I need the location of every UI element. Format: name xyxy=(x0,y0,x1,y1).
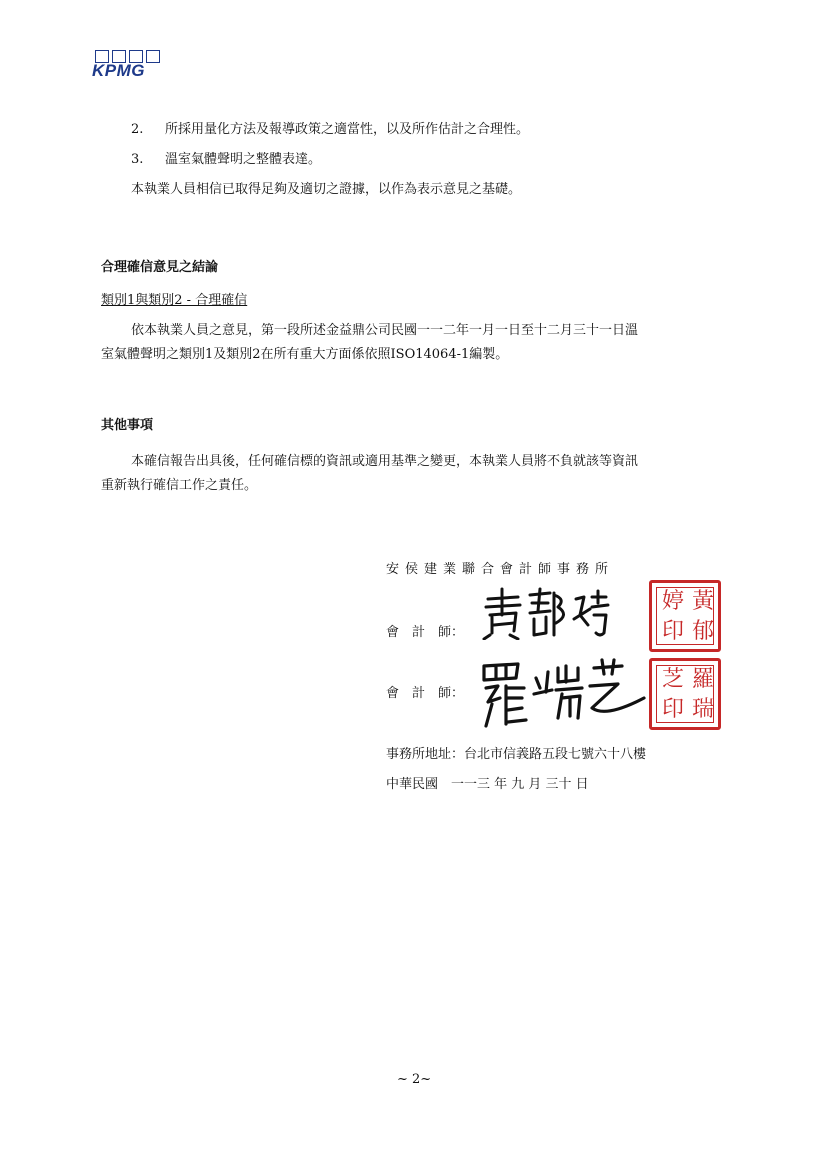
firm-address: 事務所地址：台北市信義路五段七號六十八樓 xyxy=(386,747,647,762)
conclusion-heading: 合理確信意見之結論 xyxy=(101,260,219,275)
conclusion-paragraph-line-1: 依本執業人員之意見，第一段所述金益鼎公司民國一一二年一月一日至十二月三十一日溫 xyxy=(131,323,639,338)
list-item-2-text: 所採用量化方法及報導政策之適當性，以及所作估計之合理性。 xyxy=(165,122,530,137)
seal-1-char-3: 婷 xyxy=(661,589,684,614)
other-matters-paragraph-line-1: 本確信報告出具後，任何確信標的資訊或適用基準之變更，本執業人員將不負就該等資訊 xyxy=(131,454,639,469)
seal-1 xyxy=(649,580,721,652)
seal-2-char-3: 芝 xyxy=(661,667,684,692)
list-item-2-number: 2. xyxy=(131,122,144,137)
list-item-3-text: 溫室氣體聲明之整體表達。 xyxy=(165,152,322,167)
logo-text: KPMG xyxy=(92,61,145,80)
list-item-3-number: 3. xyxy=(131,152,144,167)
kpmg-logo xyxy=(92,50,164,80)
seal-2-char-2: 瑞 xyxy=(691,697,714,722)
firm-name: 安侯建業聯合會計師事務所 xyxy=(386,562,615,577)
accountant-label-2: 會 計 師： xyxy=(386,686,465,701)
signature-2-image xyxy=(478,658,648,733)
seal-1-char-2: 郁 xyxy=(691,619,714,644)
accountant-label-1: 會 計 師： xyxy=(386,625,465,640)
seal-2-char-4: 印 xyxy=(661,697,684,722)
conclusion-subheading: 類別1與類別2 - 合理確信 xyxy=(101,293,248,308)
page-number: ~ 2~ xyxy=(397,1072,432,1087)
signature-1-image xyxy=(480,585,610,640)
basis-paragraph: 本執業人員相信已取得足夠及適切之證據，以作為表示意見之基礎。 xyxy=(131,182,522,197)
other-matters-paragraph-line-2: 重新執行確信工作之責任。 xyxy=(101,478,258,493)
report-date: 中華民國 一一三 年 九 月 三十 日 xyxy=(386,777,589,792)
seal-2-char-1: 羅 xyxy=(691,667,714,692)
seal-1-char-4: 印 xyxy=(661,619,684,644)
conclusion-paragraph-line-2: 室氣體聲明之類別1及類別2在所有重大方面係依照ISO14064-1編製。 xyxy=(101,347,509,362)
other-matters-heading: 其他事項 xyxy=(101,418,154,433)
seal-2 xyxy=(649,658,721,730)
seal-1-char-1: 黃 xyxy=(691,589,714,614)
